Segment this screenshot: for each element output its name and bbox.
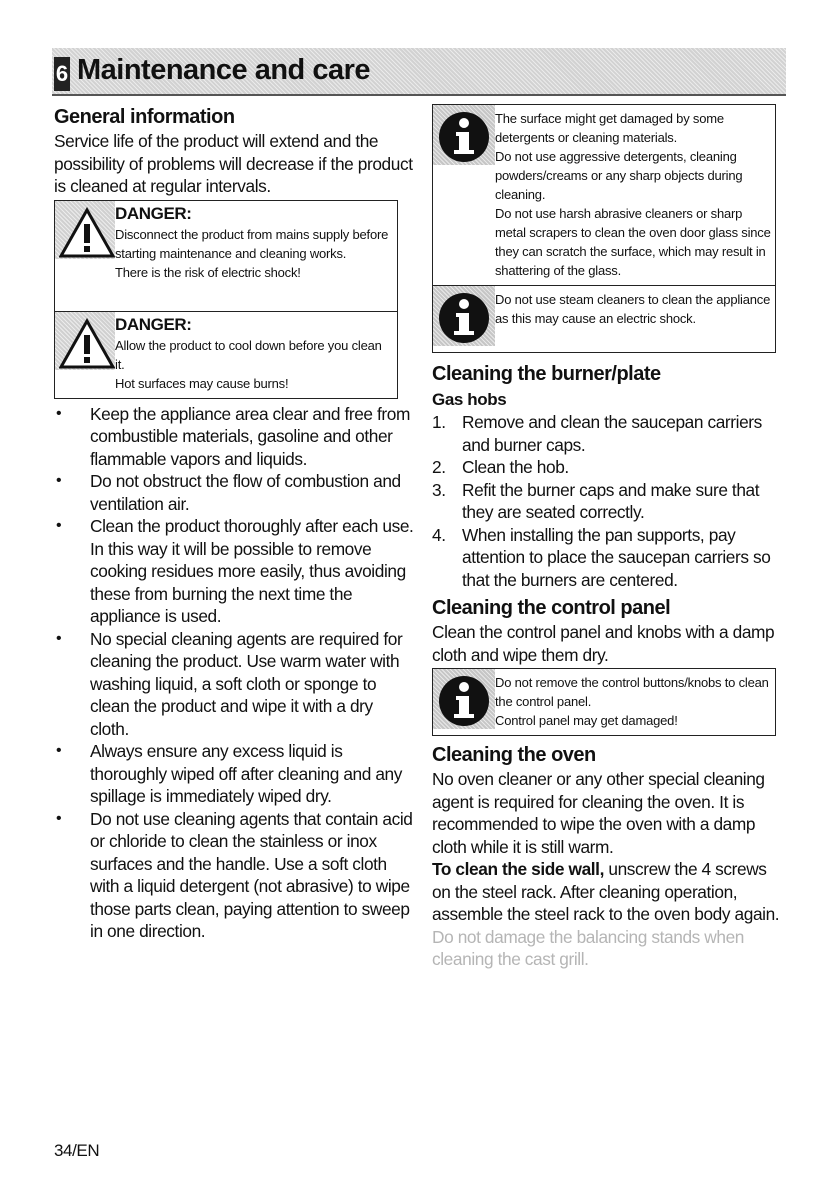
left-column	[54, 104, 414, 943]
general-bullet-list	[54, 403, 414, 943]
info-text: The surface might get damaged by some detergents or cleaning materials.	[495, 111, 724, 145]
faded-note: Do not damage the balancing stands when cleaning the cast grill.	[432, 926, 745, 969]
section-number: 6	[54, 57, 70, 91]
danger-title: DANGER:	[115, 314, 192, 334]
general-intro: Service life of the product will extend and the possibility of problems will decrease if the product is cleaned at regular intervals.	[54, 131, 413, 196]
danger-row	[55, 201, 397, 312]
info-text: Do not remove the control buttons/knobs to clean the control panel.	[495, 675, 769, 709]
step-text: Remove and clean the saucepan carriers and burner caps.	[462, 412, 762, 455]
info-icon	[437, 110, 491, 164]
danger-row	[55, 312, 397, 398]
list-item: • Keep the appliance area clear and free from combustible materials, gasoline and other flammable vapors and liquids.	[54, 403, 414, 471]
step-number: 2.	[432, 457, 446, 477]
gas-hobs-steps	[432, 411, 784, 591]
side-wall-lead: To clean the side wall,	[432, 859, 604, 879]
danger-title: DANGER:	[115, 203, 192, 223]
list-item	[432, 524, 784, 592]
section-title: Maintenance and care	[77, 54, 370, 86]
oven-heading: Cleaning the oven	[432, 744, 596, 766]
list-item	[432, 456, 784, 479]
info-row	[433, 669, 775, 735]
step-text: Refit the burner caps and make sure that they are seated correctly.	[462, 479, 760, 522]
warning-triangle-icon	[59, 318, 115, 370]
danger-box	[54, 200, 398, 399]
info-box	[432, 668, 776, 736]
list-item	[432, 411, 784, 456]
list-item: • Do not use cleaning agents that contain acid or chloride to clean the stainless or inox surfaces and the handle. Use a soft cloth with a liquid detergent (not abrasive) to wipe those parts clean, paying attention to sweep in one direction.	[54, 808, 414, 943]
info-box	[432, 104, 776, 353]
burner-heading: Cleaning the burner/plate	[432, 363, 661, 385]
oven-text: No oven cleaner or any other special cleaning agent is required for cleaning the oven. It is recommended to wipe the oven with a damp cloth while it is still warm.	[432, 769, 765, 857]
gas-hobs-heading: Gas hobs	[432, 390, 507, 409]
right-column	[432, 104, 784, 971]
step-number: 4.	[432, 524, 446, 545]
side-wall-text: unscrew the 4 screws on the steel rack. After cleaning operation, assemble the steel rack to the oven body again.	[432, 859, 780, 924]
danger-text: There is the risk of electric shock!	[115, 264, 301, 280]
warning-triangle-icon	[59, 207, 115, 259]
danger-text: Allow the product to cool down before you clean it.	[115, 337, 382, 372]
danger-text: Disconnect the product from mains supply before starting maintenance and cleaning works.	[115, 226, 389, 261]
control-panel-heading: Cleaning the control panel	[432, 597, 671, 619]
info-icon	[437, 674, 491, 728]
step-number: 1.	[432, 412, 446, 432]
step-text: Clean the hob.	[462, 457, 569, 477]
list-item: • Clean the product thoroughly after each use. In this way it will be possible to remove cooking residues more easily, thus avoiding these from burning the next time the appliance is used.	[54, 515, 414, 628]
info-text: Control panel may get damaged!	[495, 713, 678, 728]
list-item: • Always ensure any excess liquid is thoroughly wiped off after cleaning and any spillage is immediately wiped dry.	[54, 740, 414, 808]
danger-text: Hot surfaces may cause burns!	[115, 375, 289, 391]
info-text: Do not use steam cleaners to clean the appliance as this may cause an electric shock.	[495, 292, 771, 326]
list-item: • Do not obstruct the flow of combustion and ventilation air.	[54, 470, 414, 515]
side-wall-paragraph	[432, 858, 784, 926]
info-row	[433, 286, 775, 352]
info-icon	[437, 291, 491, 345]
step-number: 3.	[432, 479, 446, 500]
general-information-heading: General information	[54, 106, 235, 128]
page-number: 34/EN	[54, 1141, 100, 1160]
list-item	[432, 479, 784, 524]
step-text: When installing the pan supports, pay attention to place the saucepan carriers so that the burners are centered.	[462, 524, 771, 590]
info-text: Do not use aggressive detergents, cleaning powders/creams or any sharp objects during cleaning.	[495, 149, 743, 202]
control-panel-text: Clean the control panel and knobs with a damp cloth and wipe them dry.	[432, 622, 775, 665]
info-text: Do not use harsh abrasive cleaners or sharp metal scrapers to clean the oven door glass since they can scratch the surface, which may result in shattering of the glass.	[495, 206, 771, 278]
list-item: • No special cleaning agents are required for cleaning the product. Use warm water with washing liquid, a soft cloth or sponge to clean the product and wipe it with a dry cloth.	[54, 628, 414, 741]
info-row	[433, 105, 775, 286]
